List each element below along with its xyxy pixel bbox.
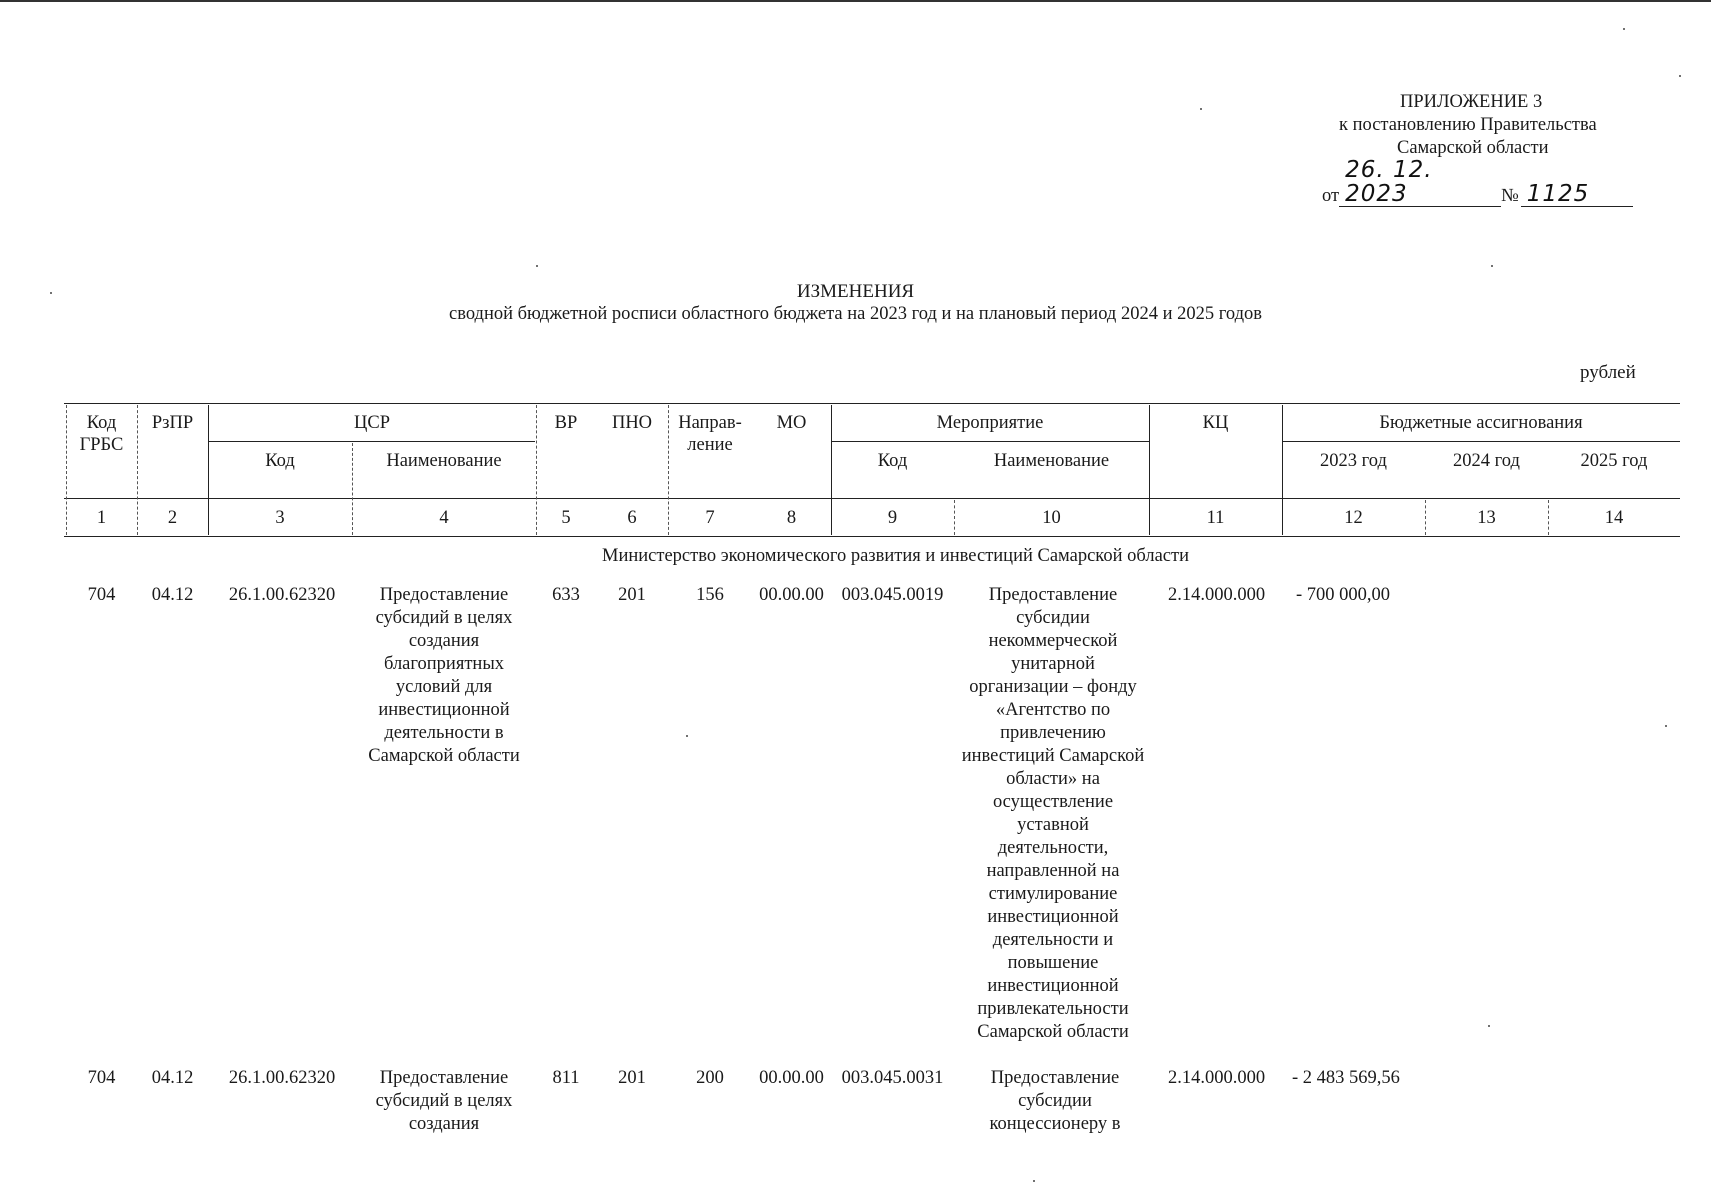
header-budget: Бюджетные ассигнования — [1379, 413, 1583, 433]
cell-grbs: 704 — [87, 585, 116, 605]
header-csr-name: Наименование — [386, 451, 502, 471]
col-number: 11 — [1206, 508, 1225, 528]
col-number: 2 — [167, 508, 178, 528]
col-number: 8 — [786, 508, 797, 528]
header-2025: 2025 год — [1580, 451, 1648, 471]
cell-event-name: Предоставление субсидии некоммерческой унитарной организации – фонду «Агентство по привлечению инвестиций Самарской области» на осуществление уставной деятельности, направленной на стимулирование инвестиционной деятельности и повышение инвестиционной привлекательности Самарской области — [961, 585, 1145, 1042]
date-prefix: от — [1322, 186, 1340, 206]
col-number: 1 — [96, 508, 107, 528]
cell-napr: 200 — [696, 1068, 724, 1088]
cell-vr: 633 — [552, 585, 580, 605]
col-number: 4 — [439, 508, 449, 528]
header-top-line — [64, 403, 1680, 404]
col-number: 14 — [1604, 508, 1624, 528]
cell-mo: 00.00.00 — [759, 585, 824, 605]
numbers-top-line — [64, 498, 1680, 499]
scan-speck — [1033, 1180, 1035, 1182]
header-csr-code: Код — [265, 451, 295, 471]
col-number: 13 — [1477, 508, 1496, 528]
header-csr: ЦСР — [354, 413, 390, 433]
cell-rzpr: 04.12 — [151, 585, 194, 605]
cell-pno: 201 — [618, 1068, 646, 1088]
col-number: 10 — [1042, 508, 1061, 528]
header-mo: МО — [776, 413, 807, 433]
header-pno: ПНО — [611, 413, 653, 433]
header-napr: Направ- ление — [678, 413, 742, 455]
event-sub-line — [831, 441, 1149, 442]
scan-speck — [1200, 108, 1202, 110]
cell-pno: 201 — [618, 585, 646, 605]
scan-speck — [686, 735, 688, 737]
col-number: 9 — [887, 508, 898, 528]
scan-speck — [1488, 1025, 1490, 1027]
scan-speck — [1665, 725, 1667, 727]
cell-vr: 811 — [552, 1068, 580, 1088]
document-title: ИЗМЕНЕНИЯ — [796, 281, 915, 302]
csr-sub-line — [208, 441, 535, 442]
cell-csr-name: Предоставление субсидий в целях создания благоприятных условий для инвестиционной деятельности в Самарской области — [368, 585, 520, 766]
cell-csr-code: 26.1.00.62320 — [228, 1068, 336, 1088]
col-number: 6 — [627, 508, 637, 528]
col-number: 12 — [1344, 508, 1363, 528]
cell-grbs: 704 — [87, 1068, 116, 1088]
number-prefix: № — [1501, 186, 1519, 206]
header-2023: 2023 год — [1320, 451, 1387, 471]
header-vr: ВР — [554, 413, 578, 433]
cell-event-code: 003.045.0031 — [841, 1068, 944, 1088]
numbers-bottom-line — [64, 536, 1680, 537]
handwritten-date: 26. 12. 2023 — [1339, 158, 1501, 207]
units-label: рублей — [1580, 362, 1636, 383]
cell-event-code: 003.045.0019 — [841, 585, 944, 605]
ministry-heading: Министерство экономического развития и инвестиций Самарской области — [602, 546, 1189, 566]
appendix-region: Самарской области — [1397, 138, 1549, 158]
header-event: Мероприятие — [936, 413, 1044, 433]
cell-napr: 156 — [696, 585, 724, 605]
cell-kc: 2.14.000.000 — [1167, 1068, 1266, 1088]
scan-speck — [1623, 28, 1625, 30]
cell-2023: - 2 483 569,56 — [1292, 1068, 1400, 1088]
cell-mo: 00.00.00 — [759, 1068, 824, 1088]
handwritten-number: 1125 — [1521, 182, 1633, 207]
header-2024: 2024 год — [1453, 451, 1520, 471]
budget-sub-line — [1282, 441, 1680, 442]
cell-csr-name: Предоставление субсидий в целях создания — [375, 1068, 513, 1134]
appendix-title: ПРИЛОЖЕНИЕ 3 — [1400, 92, 1543, 112]
scan-speck — [1679, 75, 1681, 77]
scan-speck — [536, 265, 538, 267]
header-rzpr: РзПР — [151, 413, 194, 433]
scan-speck — [1491, 265, 1493, 267]
cell-csr-code: 26.1.00.62320 — [228, 585, 336, 605]
scan-speck — [50, 292, 52, 294]
header-event-code: Код — [877, 451, 908, 471]
cell-event-name: Предоставление субсидии концессионеру в — [989, 1068, 1121, 1134]
cell-2023: - 700 000,00 — [1296, 585, 1391, 605]
appendix-subtitle: к постановлению Правительства — [1339, 115, 1597, 135]
col-number: 5 — [561, 508, 571, 528]
header-kc: КЦ — [1202, 413, 1229, 433]
document-subtitle: сводной бюджетной росписи областного бюджета на 2023 год и на плановый период 2024 и 2025 годов — [449, 304, 1262, 324]
col-number: 7 — [705, 508, 715, 528]
header-event-name: Наименование — [993, 451, 1110, 471]
col-number: 3 — [275, 508, 285, 528]
cell-kc: 2.14.000.000 — [1167, 585, 1266, 605]
cell-rzpr: 04.12 — [151, 1068, 194, 1088]
header-grbs: Код ГРБС — [79, 413, 124, 455]
